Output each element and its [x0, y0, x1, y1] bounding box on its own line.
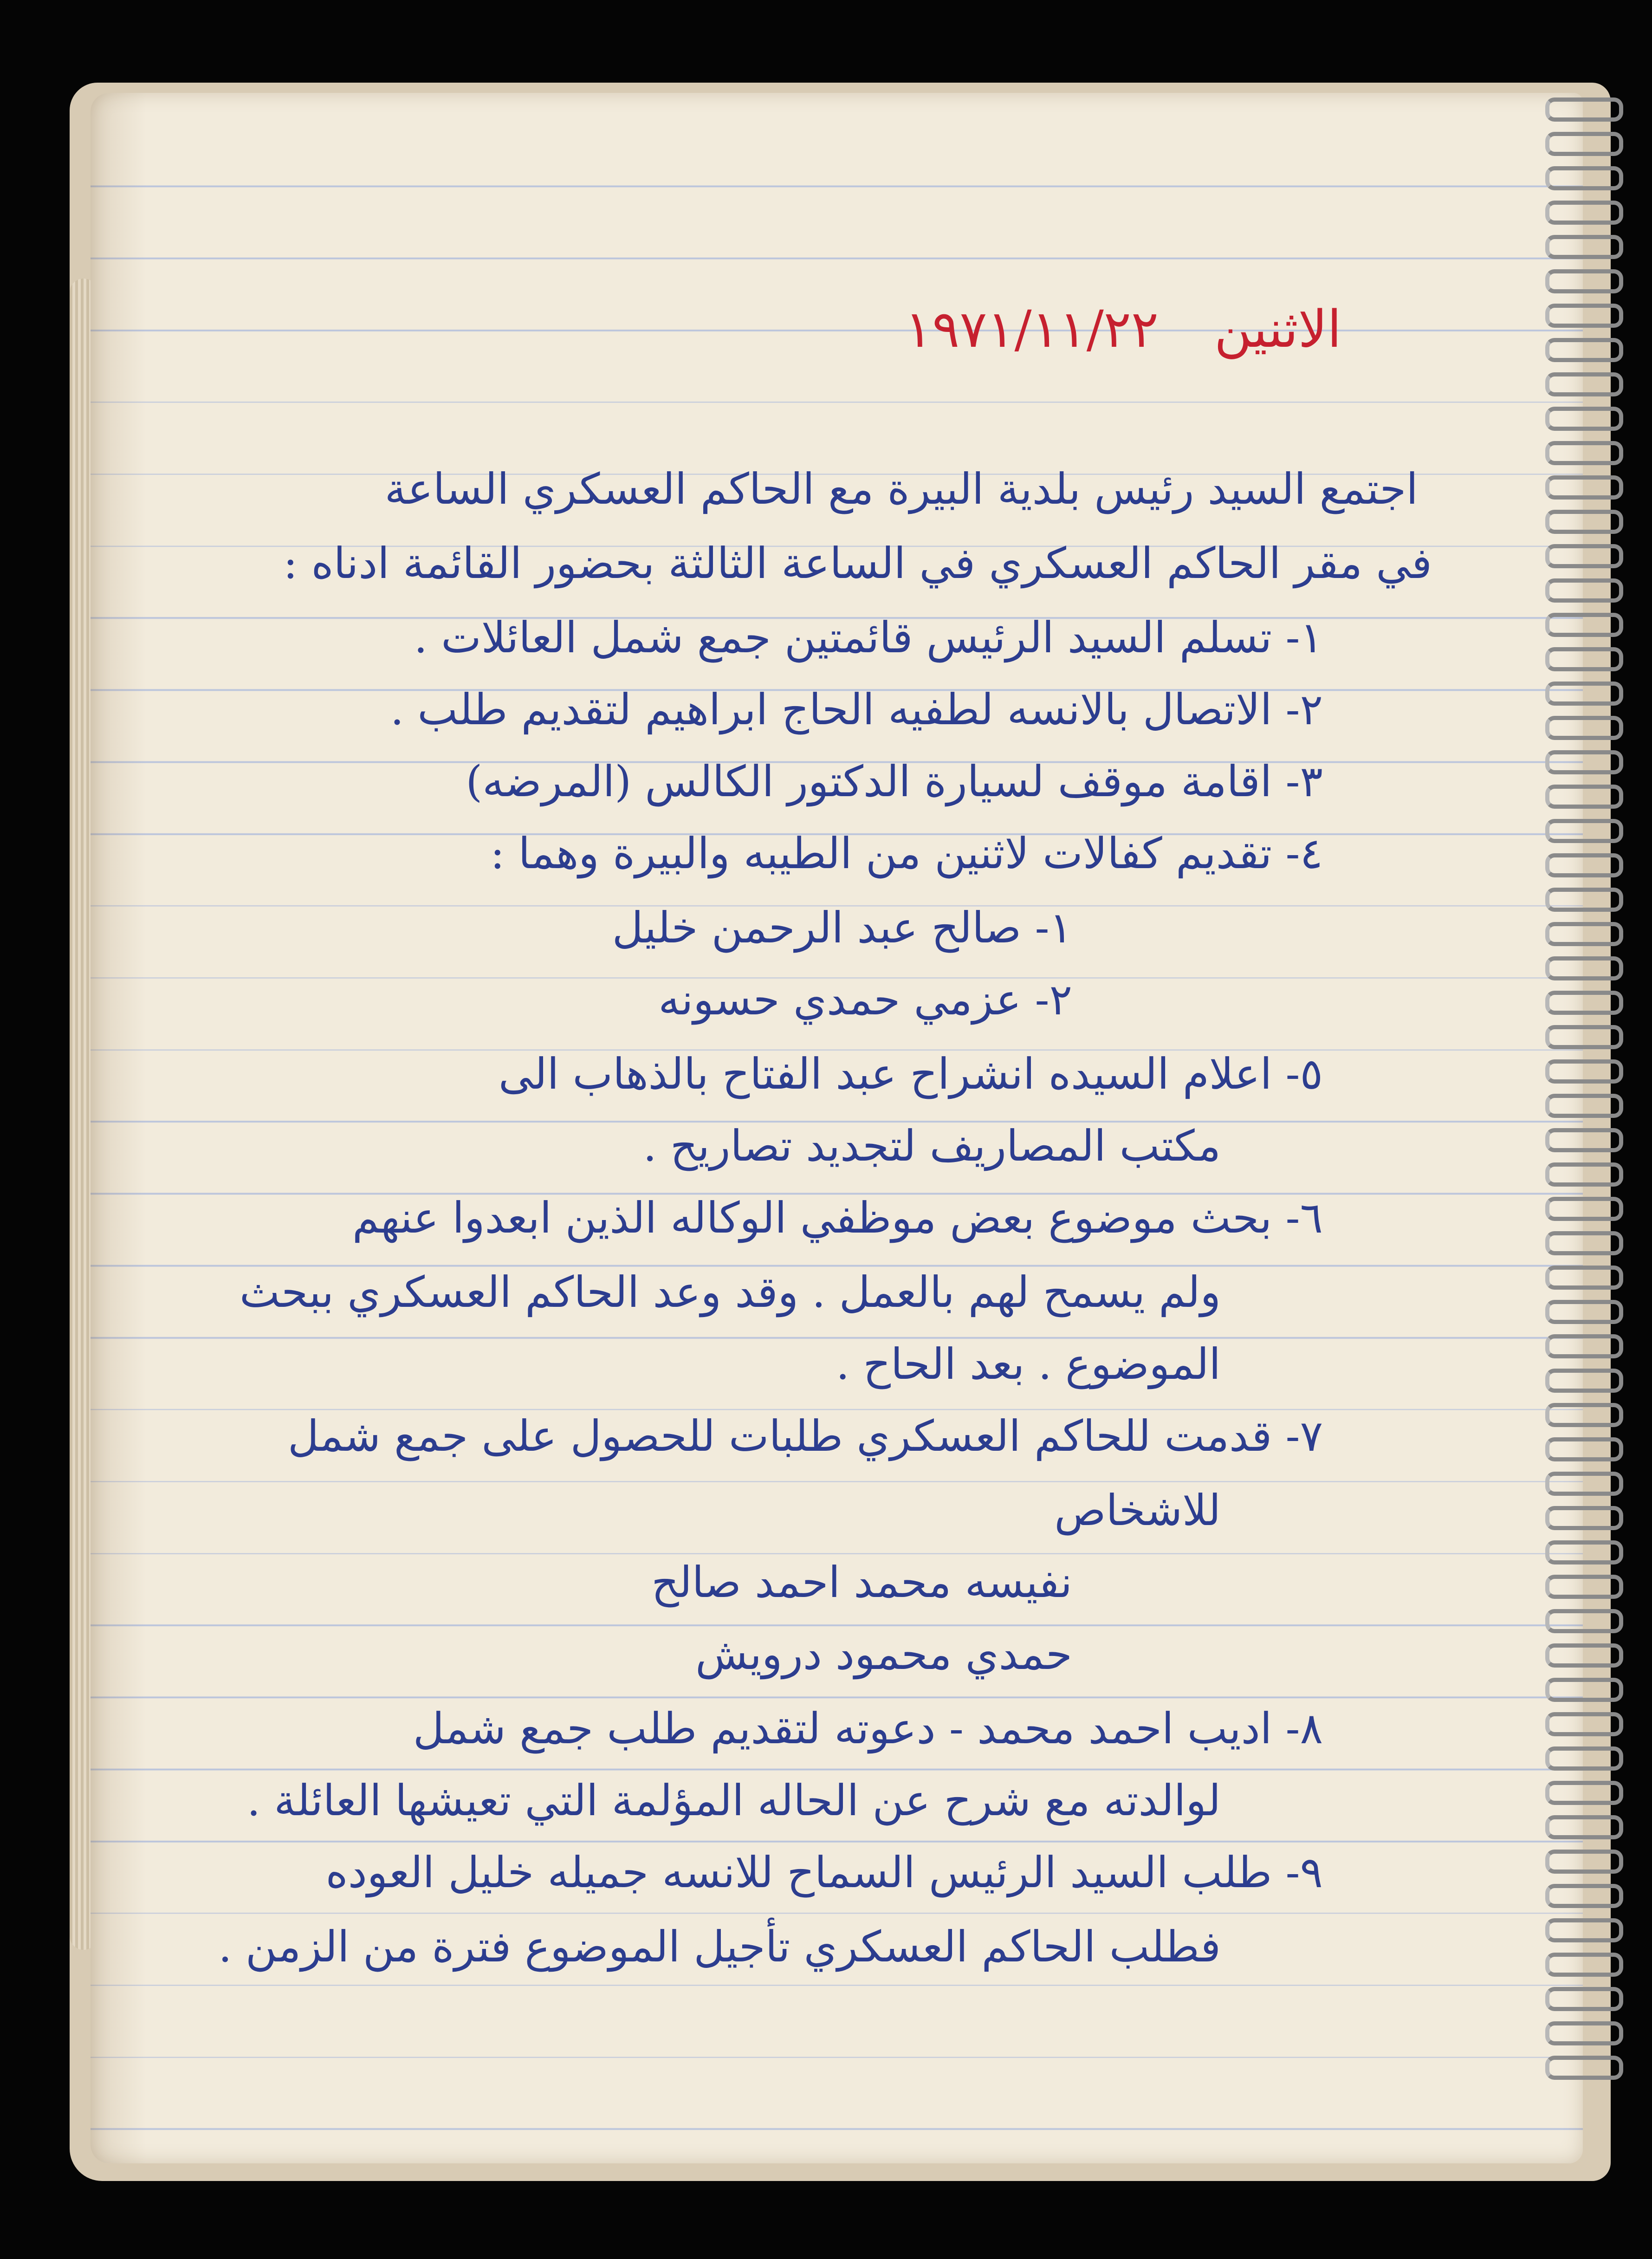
spiral-ring [1545, 1334, 1623, 1358]
spiral-ring [1545, 475, 1623, 500]
spiral-ring [1545, 1162, 1623, 1187]
note-item-7: ٧- قدمت للحاكم العسكري طلبات للحصول على جمع شمل [287, 1411, 1323, 1461]
spiral-ring [1545, 1403, 1623, 1427]
spiral-ring [1545, 1472, 1623, 1496]
note-item-8: ٨- اديب احمد محمد - دعوته لتقديم طلب جمع شمل [413, 1704, 1323, 1753]
spiral-ring [1545, 2021, 1623, 2045]
note-item-6: ٦- بحث موضوع بعض موظفي الوكاله الذين ابعدوا عنهم [352, 1193, 1323, 1243]
note-item-3: ٣- اقامة موقف لسيارة الدكتور الكالس (المرضه) [466, 757, 1323, 806]
note-item-4: ٤- تقديم كفالات لاثنين من الطيبه والبيرة وهما : [490, 829, 1323, 878]
spiral-ring [1545, 1746, 1623, 1771]
date-line [849, 299, 1341, 359]
spiral-binding [1541, 97, 1624, 2131]
spiral-ring [1545, 1197, 1623, 1221]
note-item-5: ٥- اعلام السيده انشراح عبد الفتاح بالذهاب الى [498, 1049, 1323, 1099]
spiral-ring [1545, 1059, 1623, 1084]
spiral-ring [1545, 1609, 1623, 1633]
spiral-ring [1545, 1094, 1623, 1118]
spiral-ring [1545, 1575, 1623, 1599]
spiral-ring [1545, 1918, 1623, 1942]
spiral-ring [1545, 510, 1623, 534]
spiral-ring [1545, 613, 1623, 637]
note-line-1: اجتمع السيد رئيس بلدية البيرة مع الحاكم العسكري الساعة [384, 464, 1418, 514]
spiral-ring [1545, 1850, 1623, 1874]
notebook-page [91, 93, 1583, 2163]
spiral-ring [1545, 1540, 1623, 1564]
spiral-ring [1545, 819, 1623, 843]
spiral-ring [1545, 785, 1623, 809]
spiral-ring [1545, 1781, 1623, 1805]
note-item-6-cont-2: الموضوع . بعد الحاح . [836, 1339, 1221, 1389]
spiral-ring [1545, 922, 1623, 946]
spiral-ring [1545, 1437, 1623, 1461]
spiral-ring [1545, 1815, 1623, 1839]
spiral-ring [1545, 97, 1623, 122]
spiral-ring [1545, 991, 1623, 1015]
spiral-ring [1545, 1712, 1623, 1736]
note-item-9: ٩- طلب السيد الرئيس السماح للانسه جميله خليل العوده [325, 1848, 1323, 1897]
spiral-ring [1545, 1369, 1623, 1393]
spiral-ring [1545, 166, 1623, 190]
spiral-ring [1545, 201, 1623, 225]
spiral-ring [1545, 716, 1623, 740]
spiral-ring [1545, 1987, 1623, 2011]
note-item-7-cont: للاشخاص [1054, 1486, 1221, 1535]
spiral-ring [1545, 1025, 1623, 1049]
spiral-ring [1545, 647, 1623, 671]
spiral-ring [1545, 682, 1623, 706]
date-day: الاثنين [1214, 299, 1341, 359]
spiral-ring [1545, 338, 1623, 362]
spiral-ring [1545, 1506, 1623, 1530]
note-item-8-cont: لوالدته مع شرح عن الحاله المؤلمة التي تعيشها العائلة . [246, 1776, 1221, 1825]
spiral-ring [1545, 441, 1623, 465]
spiral-ring [1545, 235, 1623, 259]
note-item-9-cont: فطلب الحاكم العسكري تأجيل الموضوع فترة من الزمن . [218, 1922, 1221, 1972]
spiral-ring [1545, 372, 1623, 396]
date-value: ١٩٧١/١١/٢٢ [905, 299, 1159, 359]
spiral-ring [1545, 956, 1623, 980]
note-name-1: نفيسه محمد احمد صالح [651, 1558, 1072, 1607]
spiral-ring [1545, 750, 1623, 774]
spiral-ring [1545, 578, 1623, 603]
spiral-ring [1545, 132, 1623, 156]
spiral-ring [1545, 269, 1623, 293]
spiral-ring [1545, 407, 1623, 431]
spiral-ring [1545, 1300, 1623, 1324]
note-item-1: ١- تسلم السيد الرئيس قائمتين جمع شمل العائلات . [414, 613, 1323, 662]
note-subitem-1: ١- صالح عبد الرحمن خليل [612, 903, 1072, 953]
spiral-ring [1545, 1266, 1623, 1290]
spiral-ring [1545, 544, 1623, 568]
spiral-ring [1545, 304, 1623, 328]
spiral-ring [1545, 1231, 1623, 1255]
spiral-ring [1545, 1678, 1623, 1702]
note-name-2: حمدي محمود درويش [695, 1629, 1072, 1679]
note-item-2: ٢- الاتصال بالانسه لطفيه الحاج ابراهيم لتقديم طلب . [390, 685, 1323, 734]
spiral-ring [1545, 1884, 1623, 1908]
note-item-6-cont-1: ولم يسمح لهم بالعمل . وقد وعد الحاكم العسكري ببحث [239, 1267, 1221, 1317]
spiral-ring [1545, 853, 1623, 877]
spiral-ring [1545, 888, 1623, 912]
spiral-ring [1545, 1128, 1623, 1152]
note-subitem-2: ٢- عزمي حمدي حسونه [658, 975, 1072, 1025]
note-line-2: في مقر الحاكم العسكري في الساعة الثالثة بحضور القائمة ادناه : [283, 539, 1432, 588]
note-item-5-cont: مكتب المصاريف لتجديد تصاريح . [643, 1121, 1221, 1171]
spiral-ring [1545, 1953, 1623, 1977]
spiral-ring [1545, 2056, 1623, 2080]
spiral-ring [1545, 1643, 1623, 1668]
